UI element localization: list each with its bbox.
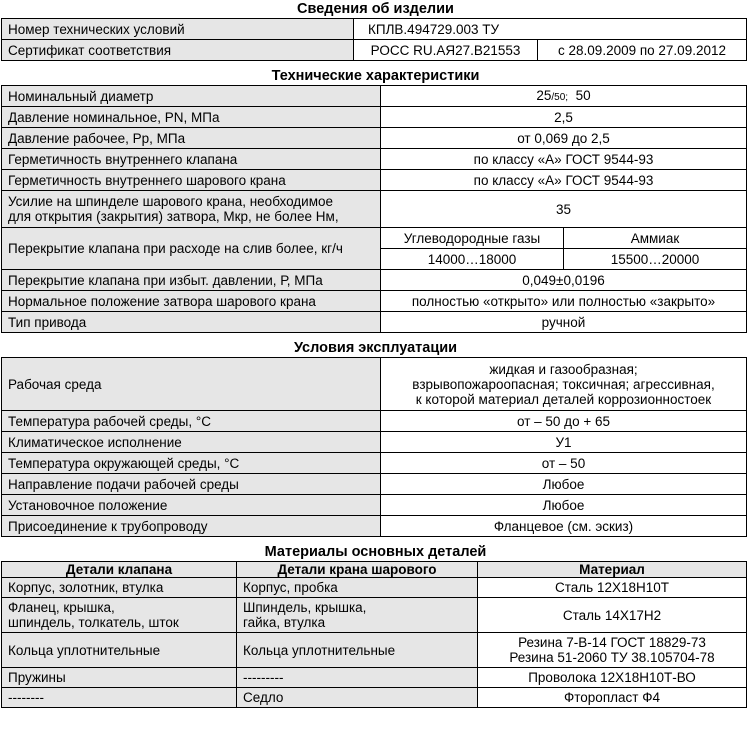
drive-type-label: Тип привода <box>2 312 381 333</box>
flow-label: Перекрытие клапана при расходе на слив более, кг/ч <box>2 228 381 270</box>
pn-label: Давление номинальное, PN, МПа <box>2 107 381 128</box>
section-title-tech: Технические характеристики <box>271 68 480 84</box>
diameter-label: Номинальный диаметр <box>2 86 381 107</box>
ball-tightness-value: по классу «А» ГОСТ 9544-93 <box>381 170 747 191</box>
effort-value: 35 <box>381 191 747 228</box>
effort-label: Усилие на шпинделе шарового крана, необходимое для открытия (закрытия) затвора, Мкр, не более Нм, <box>2 191 381 228</box>
overpressure-label: Перекрытие клапана при избыт. давлении, Р, МПа <box>2 270 381 291</box>
tu-label: Номер технических условий <box>2 19 354 40</box>
ambient-temp-label: Температура окружающей среды, °С <box>2 453 381 474</box>
table-row-3-valve: Кольца уплотнительные <box>2 633 237 668</box>
table-row-3-material: Резина 7-В-14 ГОСТ 18829-73 Резина 51-2060 ТУ 38.105704-78 <box>478 633 747 668</box>
table-row-4-ball: --------- <box>237 668 478 688</box>
table-row-5-ball: Седло <box>237 688 478 708</box>
section-title-operation: Условия эксплуатации <box>293 340 458 356</box>
tech-table <box>1 85 747 333</box>
diameter-value: 25/50; 50 <box>381 86 747 107</box>
header-valve-parts: Детали клапана <box>2 562 237 578</box>
valve-tightness-label: Герметичность внутреннего клапана <box>2 149 381 170</box>
connection-label: Присоединение к трубопроводу <box>2 516 381 537</box>
medium-label: Рабочая среда <box>2 358 381 411</box>
cert-number: РОСС RU.АЯ27.В21553 <box>354 40 538 61</box>
flow-direction-label: Направление подачи рабочей среды <box>2 474 381 495</box>
section-title-product: Сведения об изделии <box>297 1 454 17</box>
table-row-5-material: Фторопласт Ф4 <box>478 688 747 708</box>
materials-table <box>1 561 747 708</box>
header-ball-parts: Детали крана шарового <box>237 562 478 578</box>
document <box>1 0 750 708</box>
table-row-5-valve: -------- <box>2 688 237 708</box>
ball-tightness-label: Герметичность внутреннего шарового крана <box>2 170 381 191</box>
flow-header-ammonia: Аммиак <box>564 228 747 249</box>
table-row-3-ball: Кольца уплотнительные <box>237 633 478 668</box>
climate-value: У1 <box>381 432 747 453</box>
medium-temp-label: Температура рабочей среды, °С <box>2 411 381 432</box>
flow-direction-value: Любое <box>381 474 747 495</box>
table-row-4-valve: Пружины <box>2 668 237 688</box>
table-row-2-material: Сталь 14Х17Н2 <box>478 598 747 633</box>
table-row-1-valve: Корпус, золотник, втулка <box>2 578 237 598</box>
flow-value-hydrocarbon: 14000…18000 <box>381 249 564 270</box>
table-row-2-valve: Фланец, крышка, шпиндель, толкатель, шток <box>2 598 237 633</box>
flow-value-ammonia: 15500…20000 <box>564 249 747 270</box>
valve-tightness-value: по классу «А» ГОСТ 9544-93 <box>381 149 747 170</box>
section-title-materials: Материалы основных деталей <box>264 544 487 560</box>
gate-position-value: полностью «открыто» или полностью «закрыто» <box>381 291 747 312</box>
cert-period: с 28.09.2009 по 27.09.2012 <box>538 40 747 61</box>
overpressure-value: 0,049±0,0196 <box>381 270 747 291</box>
install-position-label: Установочное положение <box>2 495 381 516</box>
pr-label: Давление рабочее, Рр, МПа <box>2 128 381 149</box>
table-row-1-ball: Корпус, пробка <box>237 578 478 598</box>
operation-table <box>1 357 747 537</box>
drive-type-value: ручной <box>381 312 747 333</box>
cert-label: Сертификат соответствия <box>2 40 354 61</box>
gate-position-label: Нормальное положение затвора шарового крана <box>2 291 381 312</box>
tu-value: КПЛВ.494729.003 ТУ <box>354 19 747 40</box>
table-row-2-ball: Шпиндель, крышка, гайка, втулка <box>237 598 478 633</box>
medium-temp-value: от – 50 до + 65 <box>381 411 747 432</box>
climate-label: Климатическое исполнение <box>2 432 381 453</box>
product-table <box>1 18 747 61</box>
pn-value: 2,5 <box>381 107 747 128</box>
connection-value: Фланцевое (см. эскиз) <box>381 516 747 537</box>
table-row-4-material: Проволока 12Х18Н10Т-ВО <box>478 668 747 688</box>
header-material: Материал <box>478 562 747 578</box>
install-position-value: Любое <box>381 495 747 516</box>
table-row-1-material: Сталь 12Х18Н10Т <box>478 578 747 598</box>
flow-header-hydrocarbon: Углеводородные газы <box>381 228 564 249</box>
ambient-temp-value: от – 50 <box>381 453 747 474</box>
medium-value: жидкая и газообразная; взрывопожароопасная; токсичная; агрессивная, к которой материал деталей коррозионностоек <box>381 358 747 411</box>
pr-value: от 0,069 до 2,5 <box>381 128 747 149</box>
